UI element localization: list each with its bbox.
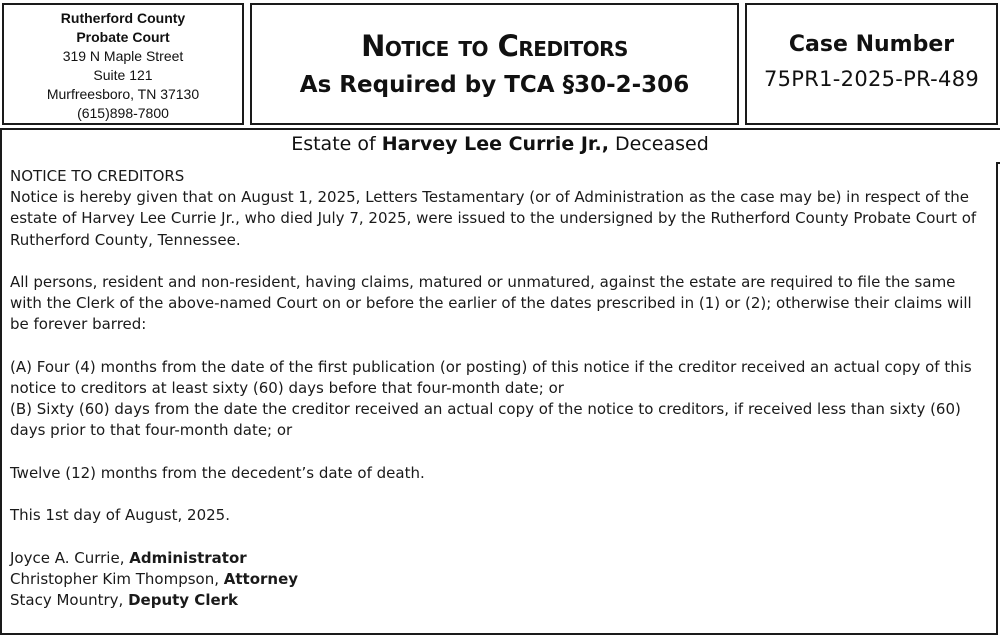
notice-heading: NOTICE TO CREDITORS — [10, 167, 185, 185]
spacer — [10, 336, 990, 357]
estate-prefix: Estate of — [291, 133, 382, 155]
case-number-label: Case Number — [788, 32, 955, 57]
signatory-role: Administrator — [129, 548, 247, 567]
court-address-line1: 319 N Maple Street — [62, 48, 184, 64]
case-number-value: 75PR1-2025-PR-489 — [763, 67, 980, 91]
court-name-line1: Rutherford County — [60, 10, 186, 26]
decedent-name: Harvey Lee Currie Jr., — [381, 133, 609, 155]
signatory-name: Stacy Mountry, — [10, 590, 129, 609]
spacer — [10, 526, 990, 547]
case-number-box — [745, 3, 998, 125]
signatory-name: Christopher Kim Thompson, — [10, 569, 224, 588]
spacer — [10, 484, 990, 505]
signatory-name: Joyce A. Currie, — [10, 548, 130, 567]
court-info-box — [2, 3, 244, 125]
signatory-role: Deputy Clerk — [128, 590, 239, 609]
court-address-line2: Suite 121 — [93, 67, 153, 83]
notice-title-box — [250, 3, 739, 125]
notice-paragraph-3: Twelve (12) months from the decedent’s date of death. — [10, 463, 425, 482]
court-name-line2: Probate Court — [76, 29, 170, 45]
notice-clause-a: (A) Four (4) months from the date of the first publication (or posting) of this notice if the creditor received an actual copy of this notice to creditors at least sixty (60) days before that four-month date; or — [10, 357, 972, 397]
spacer — [10, 251, 990, 272]
signatory-attorney — [10, 569, 990, 590]
notice-paragraph-2: All persons, resident and non-resident, having claims, matured or unmatured, against the estate are required to file the same with the Clerk of the above-named Court on or before the earlier of the dates prescribed in (1) or (2); otherwise their claims will be forever barred: — [10, 273, 972, 334]
notice-date-line: This 1st day of August, 2025. — [10, 506, 230, 525]
notice-clause-b: (B) Sixty (60) days from the date the creditor received an actual copy of the notice to creditors, if received less than sixty (60) days prior to that four-month date; or — [10, 400, 961, 440]
notice-body — [10, 166, 990, 611]
estate-suffix: Deceased — [608, 133, 709, 155]
notice-body-box — [0, 162, 998, 635]
court-address-line3: Murfreesboro, TN 37130 — [46, 86, 200, 102]
signatory-deputy-clerk — [10, 590, 990, 611]
notice-subtitle: As Required by TCA §30-2-306 — [299, 72, 690, 98]
signatory-role: Attorney — [223, 569, 299, 588]
notice-title: Notice to Creditors — [361, 29, 628, 63]
estate-heading — [0, 130, 1000, 158]
court-phone: (615)898-7800 — [77, 105, 169, 121]
notice-paragraph-1: Notice is hereby given that on August 1, 2025, Letters Testamentary (or of Administration as the case may be) in respect of the estate of Harvey Lee Currie Jr., who died July 7, 2025, were issued to the undersigned by the Rutherford County Probate Court of Rutherford County, Tennessee. — [10, 188, 977, 249]
spacer — [10, 442, 990, 463]
signatory-administrator — [10, 548, 990, 569]
